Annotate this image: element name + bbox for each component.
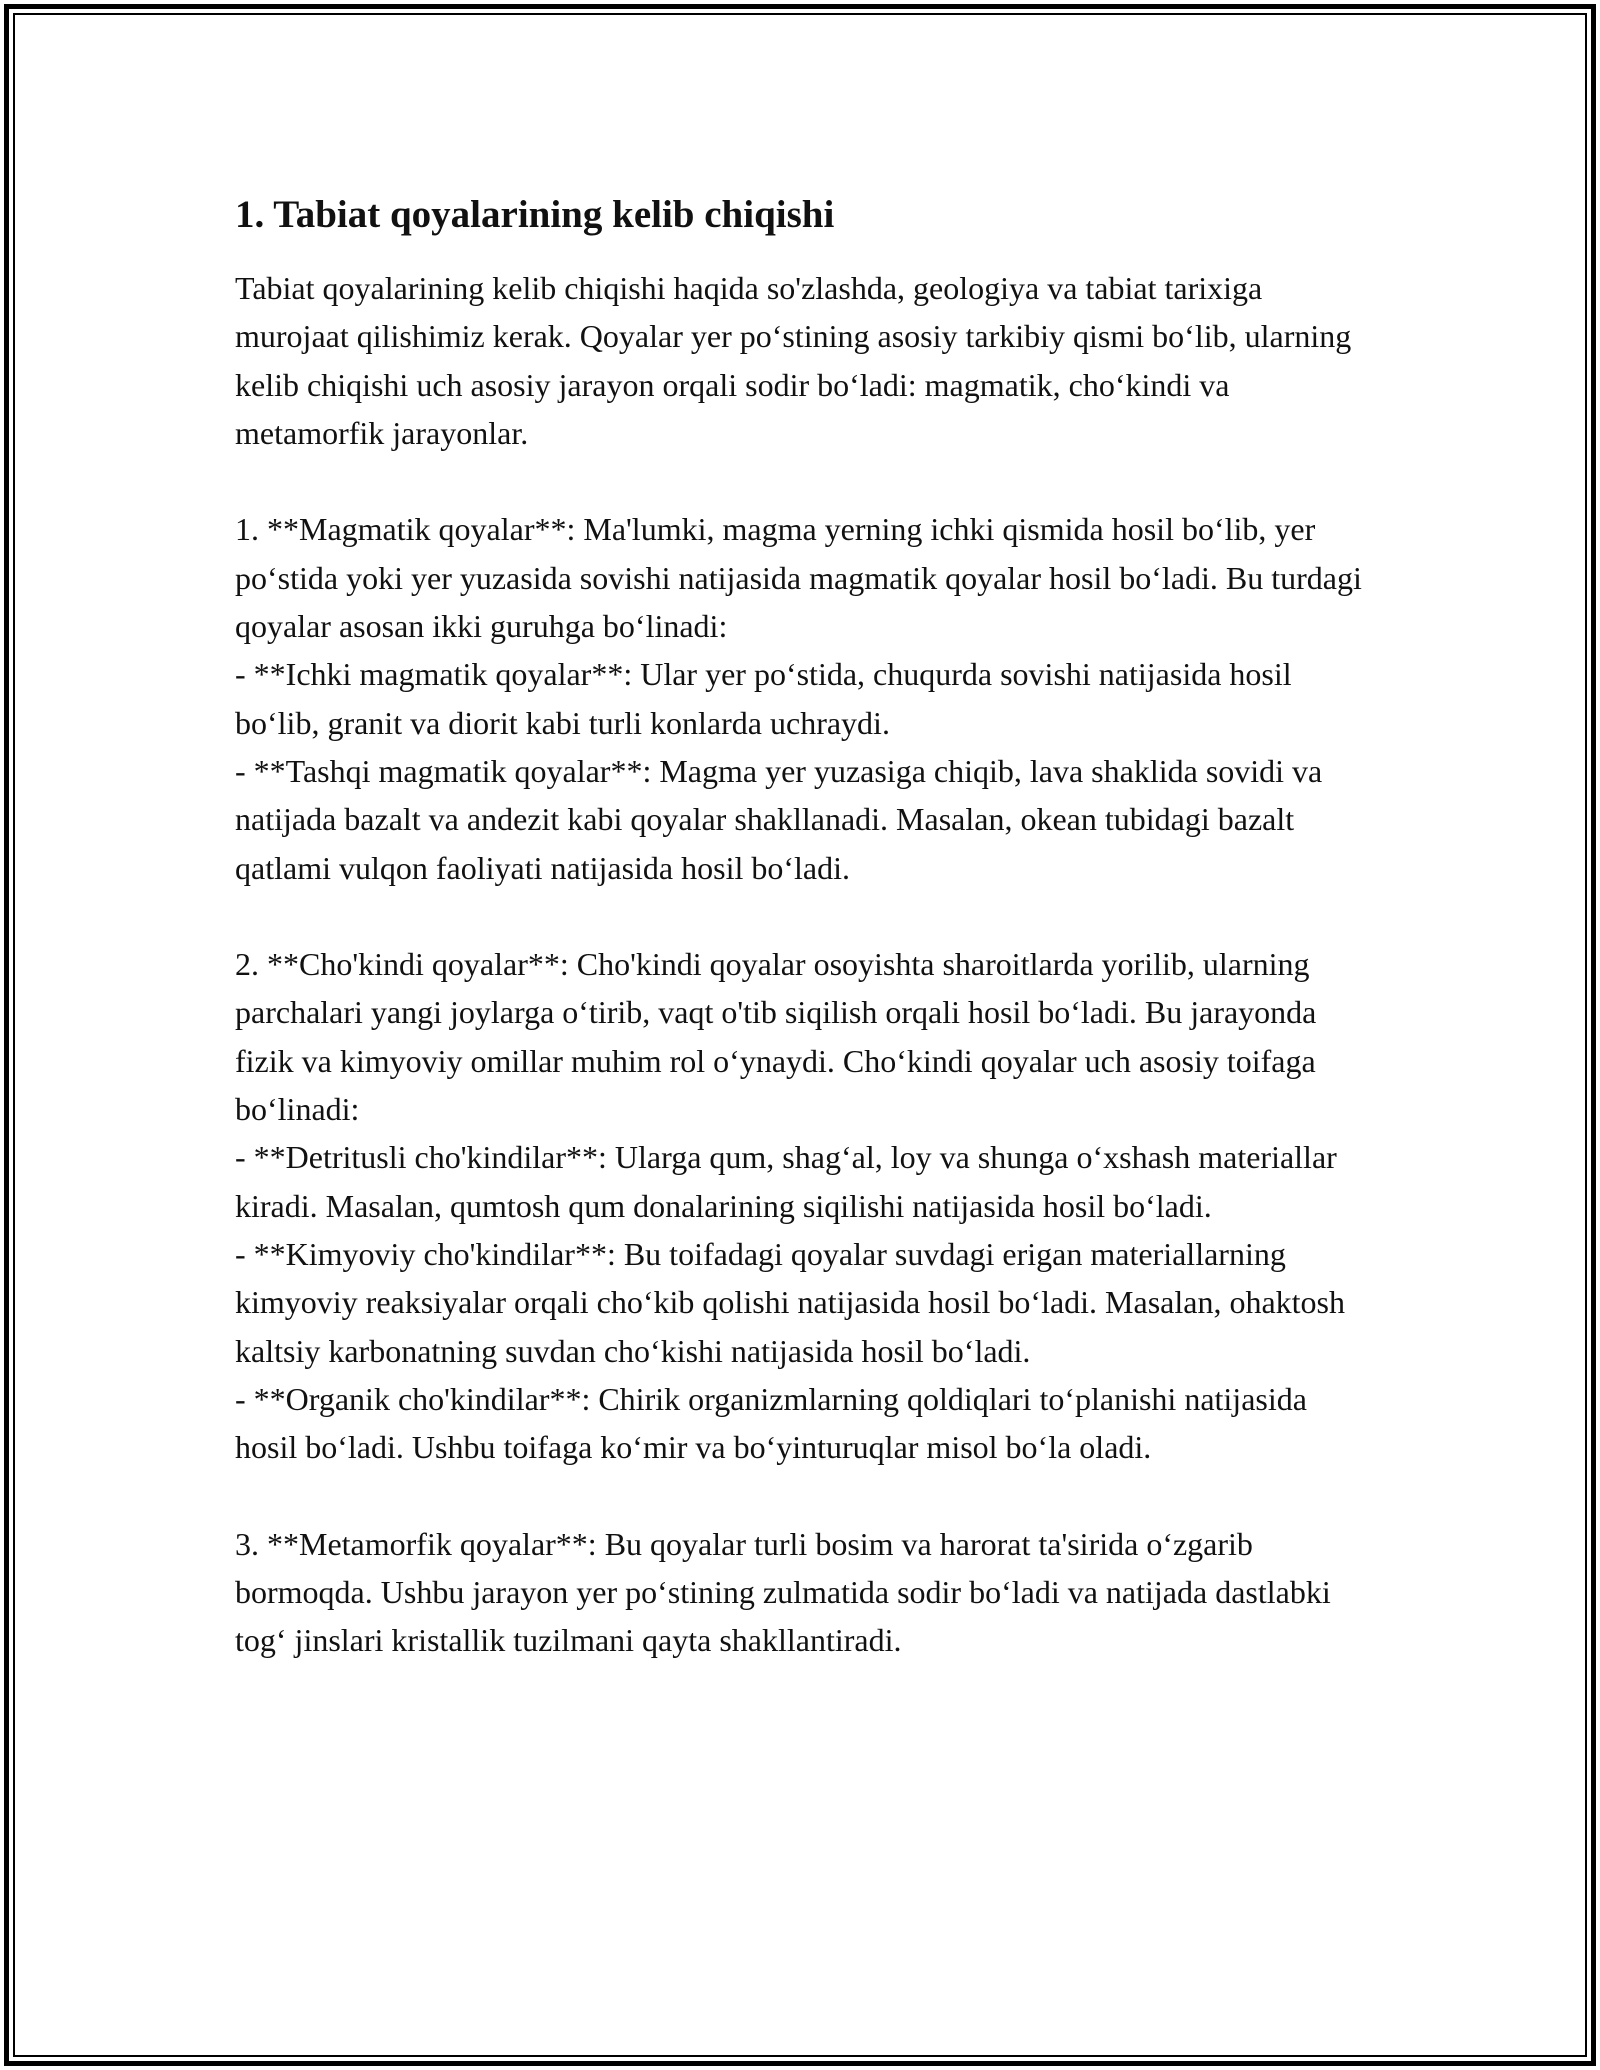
section-body: Tabiat qoyalarining kelib chiqishi haqida so'zlashda, geologiya va tabiat tarixiga murojaat qilishimiz kerak. Qoyalar yer po‘stining asosiy tarkibiy qismi bo‘lib, ularning kelib chiqishi uch asosiy jarayon orqali sodir bo‘ladi: magmatik, cho‘kindi va metamorfik jarayonlar. 1. **Magmatik qoyalar**: Ma'lumki, magma yerning ichki qismida hosil bo‘lib, yer po‘stida yoki yer yuzasida sovishi natijasida magmatik qoyalar hosil bo‘ladi. Bu turdagi qoyalar asosan ikki guruhga bo‘linadi: - **Ichki magmatik qoyalar**: Ular yer po‘stida, chuqurda sovishi natijasida hosil bo‘lib, granit va diorit kabi turli konlarda uchraydi. - **Tashqi magmatik qoyalar**: Magma yer yuzasiga chiqib, lava shaklida sovidi va natijada bazalt va andezit kabi qoyalar shakllanadi. Masalan, okean tubidagi bazalt qatlami vulqon faoliyati natijasida hosil bo‘ladi. 2. **Cho'kindi qoyalar**: Cho'kindi qoyalar osoyishta sharoitlarda yorilib, ularning parchalari yangi joylarga o‘tirib, vaqt o'tib siqilish orqali hosil bo‘ladi. Bu jarayonda fizik va kimyoviy omillar muhim rol o‘ynaydi. Cho‘kindi qoyalar uch asosiy toifaga bo‘linadi: - **Detritusli cho'kindilar**: Ularga qum, shag‘al, loy va shunga o‘xshash materiallar kiradi. Masalan, qumtosh qum donalarining siqilishi natijasida hosil bo‘ladi. - **Kimyoviy cho'kindilar**: Bu toifadagi qoyalar suvdagi erigan materiallarning kimyoviy reaksiyalar orqali cho‘kib qolishi natijasida hosil bo‘ladi. Masalan, ohaktosh kaltsiy karbonatning suvdan cho‘kishi natijasida hosil bo‘ladi. - **Organik cho'kindilar**: Chirik organizmlarning qoldiqlari to‘planishi natijasida hosil bo‘ladi. Ushbu toifaga ko‘mir va bo‘yinturuqlar misol bo‘la oladi. 3. **Metamorfik qoyalar**: Bu qoyalar turli bosim va harorat ta'sirida o‘zgarib bormoqda. Ushbu jarayon yer po‘stining zulmatida sodir bo‘ladi va natijada dastlabki tog‘ jinslari kristallik tuzilmani qayta shakllantiradi.	[235, 270, 1362, 1659]
section-title: 1. Tabiat qoyalarining kelib chiqishi	[235, 193, 835, 236]
document-content	[235, 188, 1375, 1665]
